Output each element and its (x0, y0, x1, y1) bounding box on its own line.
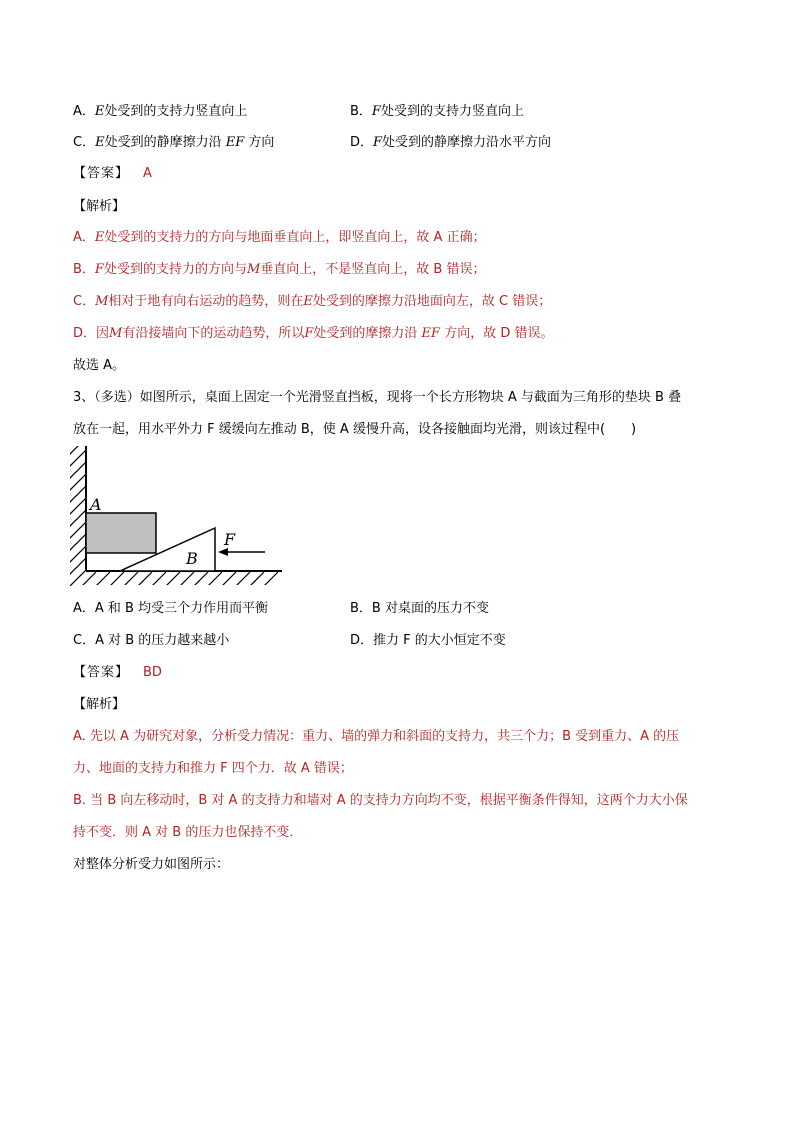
answer-value: BD (143, 665, 162, 680)
floor-hatch (80, 572, 278, 586)
q2-option-c: C．E处受到的静摩擦力沿 EF 方向 (73, 135, 275, 150)
label-b: B (186, 549, 198, 568)
answer-tag: 【答案】 (73, 166, 130, 181)
q2-option-a: A．E处受到的支持力竖直向上 (73, 104, 248, 119)
q3-analysis-tag: 【解析】 (73, 697, 126, 712)
block-a (86, 513, 156, 553)
q2-analysis-d: D．因M有沿接墙向下的运动趋势，所以F处受到的摩擦力沿 EF 方向，故 D 错误。 (73, 326, 554, 341)
q3-analysis-b-line1: B. 当 B 向左移动时，B 对 A 的支持力和墙对 A 的支持力方向均不变，根据平衡条件得知，这两个力大小保 (73, 793, 688, 808)
q2-analysis-b: B．F处受到的支持力的方向与M垂直向上，不是竖直向上，故 B 错误； (73, 262, 486, 277)
q2-analysis-c: C．M相对于地有向右运动的趋势，则在E处受到的摩擦力沿地面向左，故 C 错误； (73, 294, 552, 309)
answer-value: A (143, 166, 152, 181)
q3-answer (73, 664, 162, 682)
force-f-arrowhead (218, 548, 228, 556)
q3-option-b: B．B 对桌面的压力不变 (350, 601, 489, 616)
q2-option-b: B．F处受到的支持力竖直向上 (350, 104, 524, 119)
q2-conclusion: 故选 A。 (73, 358, 126, 373)
q3-whole-analysis: 对整体分析受力如图所示： (73, 857, 230, 872)
q2-analysis-a: A．E处受到的支持力的方向与地面垂直向上，即竖直向上，故 A 正确； (73, 230, 486, 245)
q2-option-d: D．F处受到的静摩擦力沿水平方向 (350, 135, 552, 150)
label-a: A (90, 495, 102, 514)
q3-option-c: C．A 对 B 的压力越来越小 (73, 633, 230, 648)
q3-diagram (70, 446, 285, 586)
q3-option-a: A．A 和 B 均受三个力作用而平衡 (73, 601, 269, 616)
q3-option-d: D．推力 F 的大小恒定不变 (350, 633, 506, 648)
q3-analysis-b-line2: 持不变．则 A 对 B 的压力也保持不变． (73, 825, 303, 840)
label-f: F (224, 530, 236, 549)
answer-tag: 【答案】 (73, 665, 130, 680)
q3-analysis-a-line2: 力、地面的支持力和推力 F 四个力．故 A 错误； (73, 761, 353, 776)
q3-stem-line1: 3、（多选）如图所示，桌面上固定一个光滑竖直挡板，现将一个长方形物块 A 与截面为三角形的垫块 B 叠 (73, 390, 682, 405)
wall-hatch (70, 446, 86, 586)
q3-stem-line2: 放在一起，用水平外力 F 缓缓向左推动 B，使 A 缓慢升高，设各接触面均光滑，则该过程中( ) (73, 422, 637, 437)
q2-answer (73, 165, 152, 183)
q2-analysis-tag: 【解析】 (73, 199, 126, 214)
q3-analysis-a-line1: A. 先以 A 为研究对象，分析受力情况：重力、墙的弹力和斜面的支持力，共三个力；B 受到重力、A 的压 (73, 729, 680, 744)
